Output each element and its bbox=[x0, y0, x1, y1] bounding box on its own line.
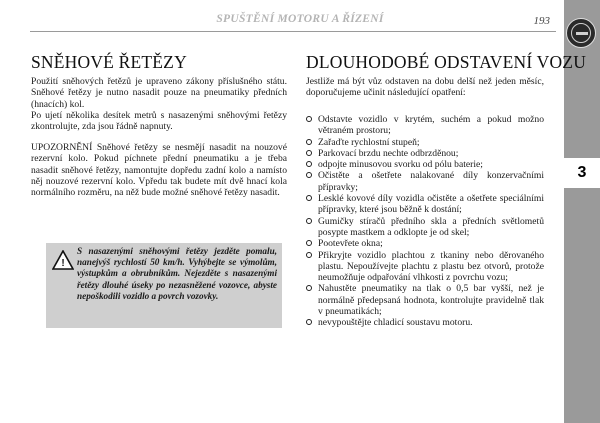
bullet-icon bbox=[306, 195, 312, 201]
bullet-icon bbox=[306, 218, 312, 224]
snow-chains-title: SNĚHOVÉ ŘETĚZY bbox=[31, 52, 187, 72]
list-item: odpojte minusovou svorku od pólu baterie; bbox=[306, 159, 544, 170]
storage-intro: Jestliže má být vůz odstaven na dobu delší než jeden měsíc, doporučujeme učinit následující opatření: bbox=[306, 76, 544, 99]
snow-chains-para-2: Po ujetí několika desítek metrů s nasazenými sněhovými řetězy zkontrolujte, zda jsou řádně napnuty. bbox=[31, 110, 287, 133]
running-header-title: SPUŠTĚNÍ MOTORU A ŘÍZENÍ bbox=[216, 13, 384, 25]
warning-text: S nasazenými sněhovými řetězy jezděte pomalu, nanejvýš rychlostí 50 km/h. Vyhýbejte se výmolům, výstupkům a obrubníkům. Nejezděte s nasazenými řetězy dlouhé úseky po nezasněžené vozovce, abyste nepoškodili vozidlo a povrch vozovky. bbox=[77, 246, 277, 301]
bullet-icon bbox=[306, 139, 312, 145]
chapter-tab-number: 3 bbox=[564, 158, 600, 188]
svg-text:!: ! bbox=[61, 258, 65, 269]
list-item: Nahustěte pneumatiky na tlak o 0,5 bar vyšší, než je normálně předepsaná hodnota, kontrolujte pravidelně tlak v pneumatikách; bbox=[306, 283, 544, 317]
list-item: Gumičky stíračů předního skla a předních světlometů posypte mastkem a odklopte je od skel; bbox=[306, 216, 544, 239]
list-item: nevypouštějte chladicí soustavu motoru. bbox=[306, 317, 544, 328]
warning-triangle-icon bbox=[52, 250, 74, 270]
long-term-storage-title: DLOUHODOBÉ ODSTAVENÍ VOZU bbox=[306, 52, 587, 72]
list-item: Parkovací brzdu nechte odbrzděnou; bbox=[306, 148, 544, 159]
logo-ring bbox=[571, 23, 591, 43]
bullet-icon bbox=[306, 116, 312, 122]
bullet-icon bbox=[306, 285, 312, 291]
bullet-icon bbox=[306, 319, 312, 325]
logo-band bbox=[576, 32, 588, 35]
snow-chains-notice: UPOZORNĚNÍ Sněhové řetězy se nesmějí nasadit na nouzové rezervní kolo. Pokud píchnete přední pneumatiku a je třeba nasadit sněhové řetězy, namontujte dopředu zadní kolo a namísto něj nouzové rezervní kolo. Vpředu tak budete mít dvě hnací kola normálního rozměru, na něž bude možné sněhové řetězy nasadit. bbox=[31, 142, 287, 199]
snow-chains-para-1: Použití sněhových řetězů je upraveno zákony příslušného státu. Sněhové řetězy je nutno nasadit pouze na pneumatiky předních (hnacích) kol. bbox=[31, 76, 287, 110]
list-item: Odstavte vozidlo v krytém, suchém a pokud možno větraném prostoru; bbox=[306, 114, 544, 137]
bullet-icon bbox=[306, 172, 312, 178]
page-number: 193 bbox=[533, 15, 550, 27]
bullet-icon bbox=[306, 150, 312, 156]
list-item: Přikryjte vozidlo plachtou z tkaniny nebo děrovaného plastu. Nepoužívejte plachtu z plastu bez otvorů, protože neumožňuje odpařování vlhkosti z povrchu vozu; bbox=[306, 250, 544, 284]
list-item: Očistěte a ošetřete nalakované díly konzervačními přípravky; bbox=[306, 170, 544, 193]
bullet-icon bbox=[306, 161, 312, 167]
bullet-icon bbox=[306, 252, 312, 258]
brand-logo-icon bbox=[566, 18, 596, 48]
bullet-icon bbox=[306, 240, 312, 246]
storage-checklist bbox=[306, 114, 544, 329]
header-rule bbox=[30, 31, 556, 32]
list-item: Lesklé kovové díly vozidla očistěte a ošetřete speciálními přípravky, které jsou běžně k dostání; bbox=[306, 193, 544, 216]
list-item: Zařaďte rychlostní stupeň; bbox=[306, 137, 544, 148]
list-item: Pootevřete okna; bbox=[306, 238, 544, 249]
